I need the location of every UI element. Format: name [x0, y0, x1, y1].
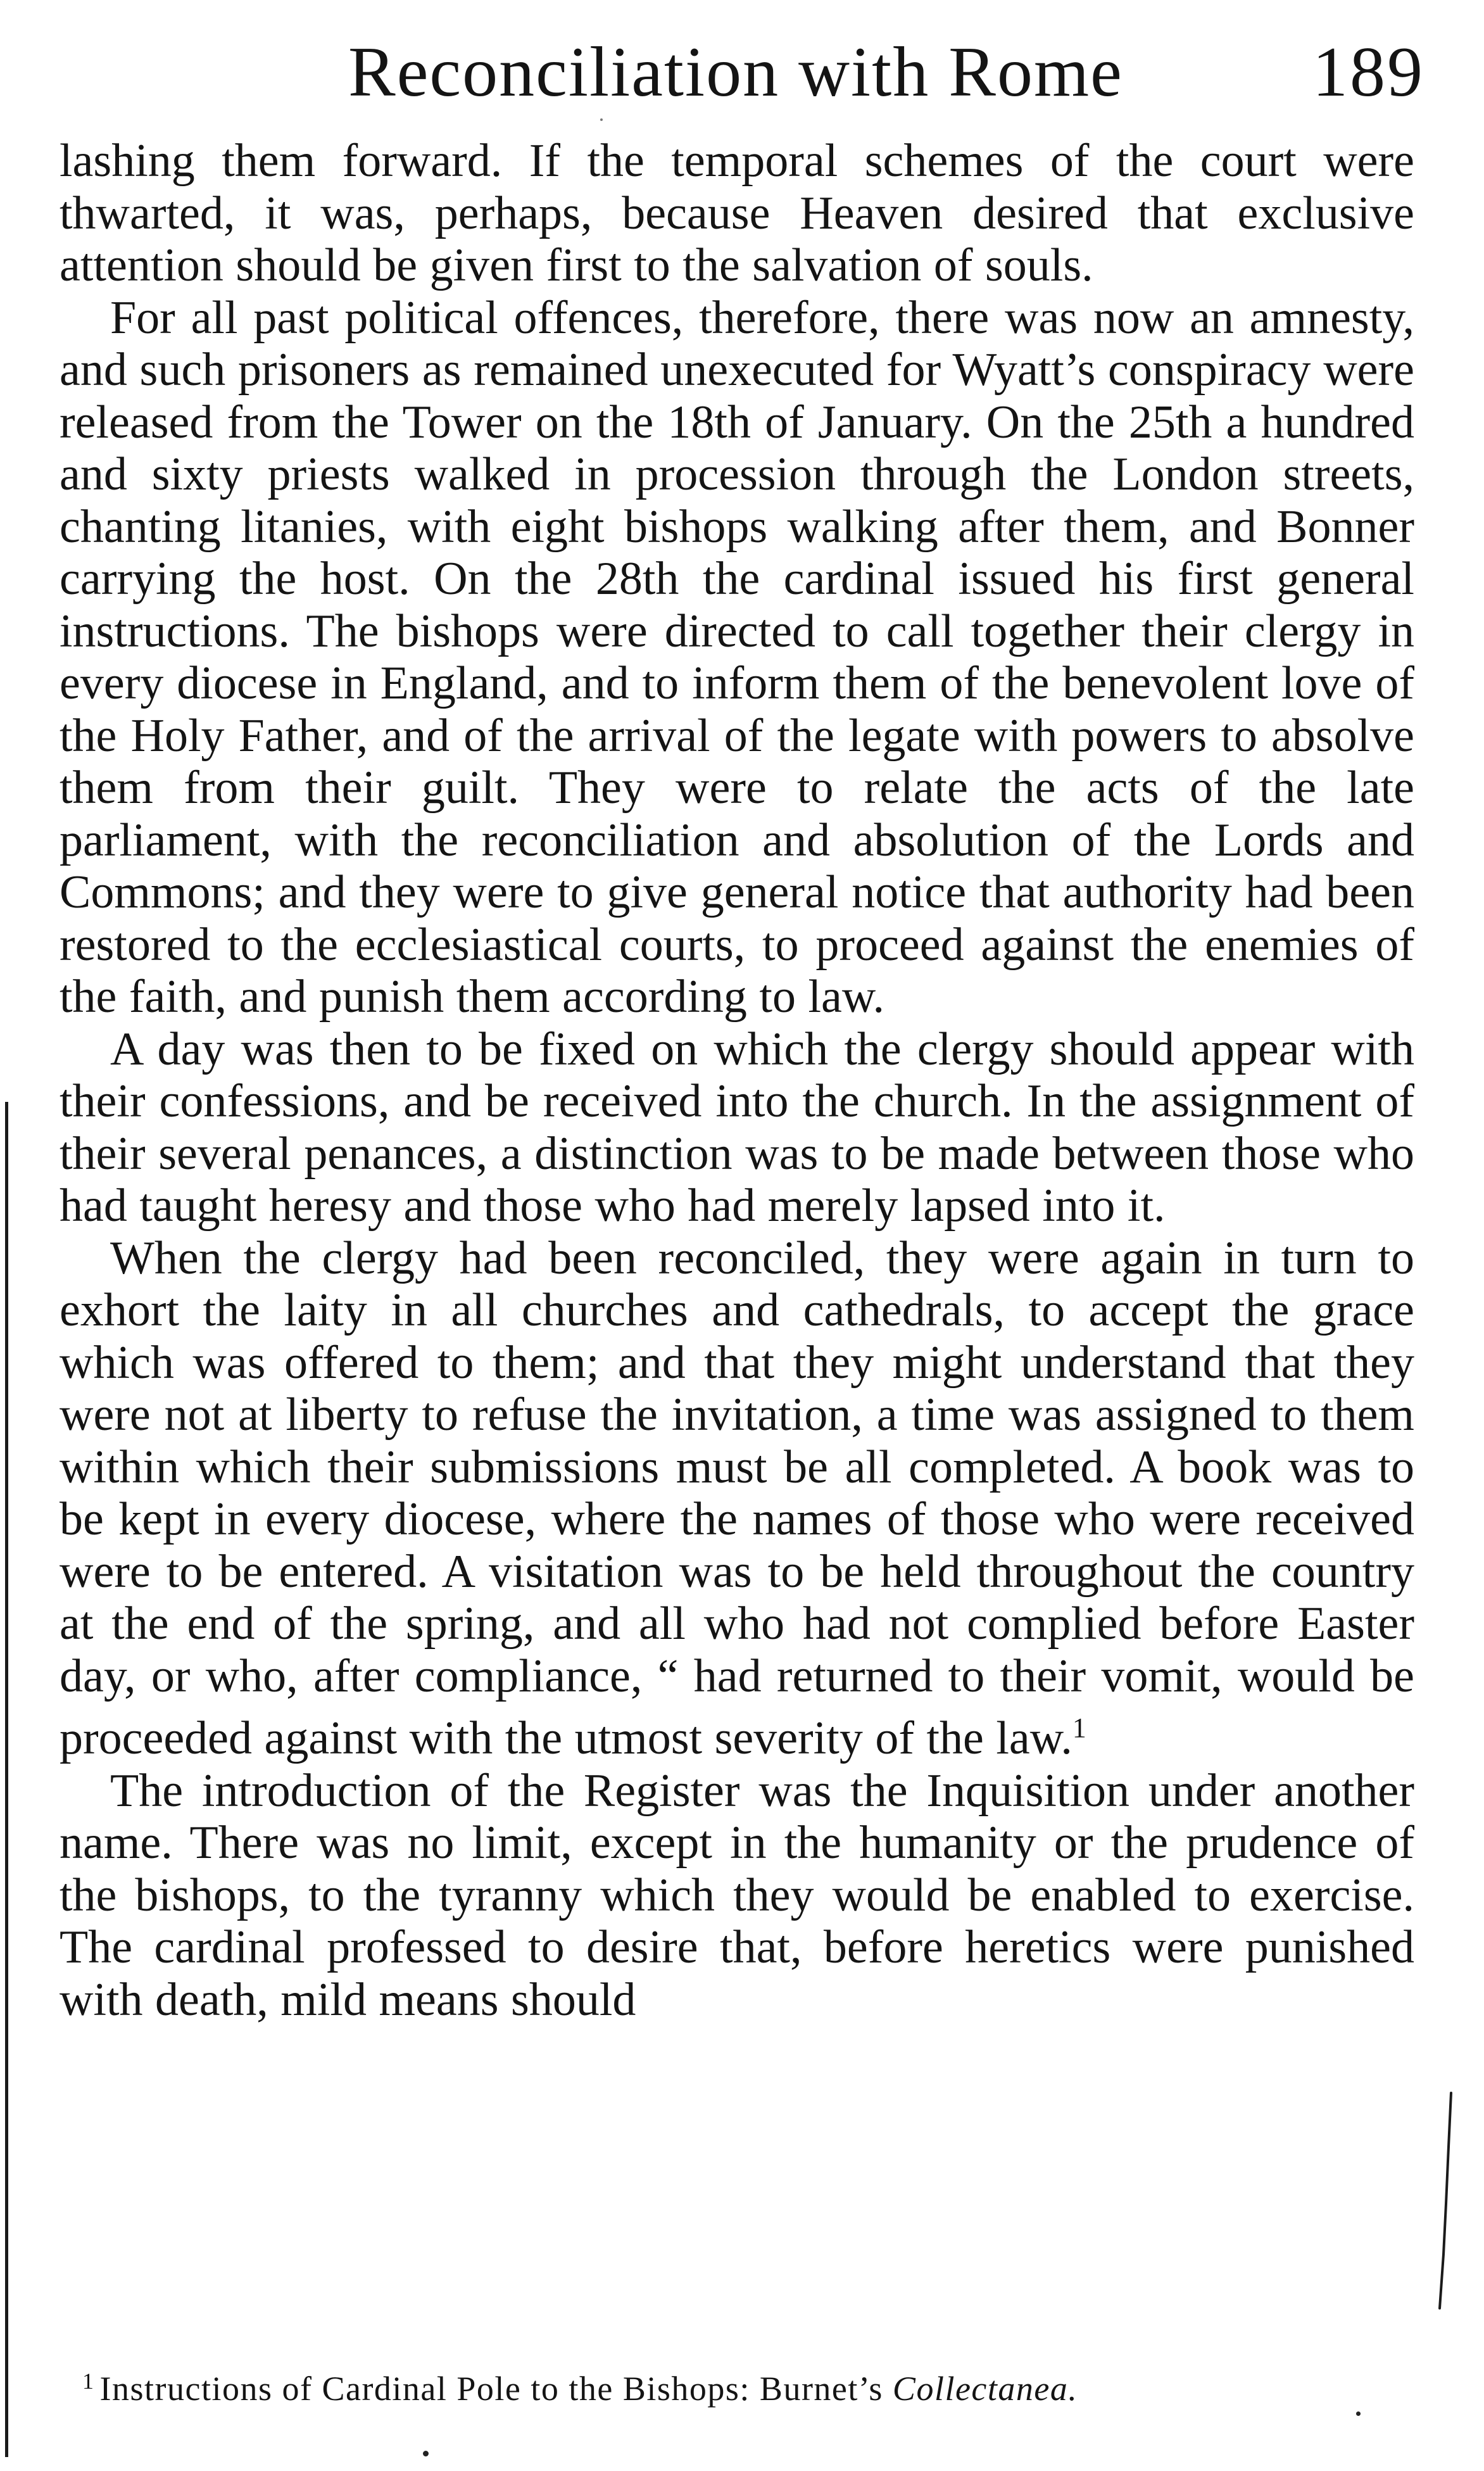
paragraph-3-text: A day was then to be fixed on which the clergy should appear with their confessions, and be received into the church. In the assignment of their several penances, a distinction was to be made between those who had taught heresy and those who had merely lapsed into it.: [60, 1023, 1414, 1232]
ink-speck: [423, 2451, 429, 2456]
footnote-italic-title: Collectanea.: [892, 2370, 1078, 2408]
ink-speck: [600, 118, 603, 121]
right-margin-pencil-mark: [1432, 2090, 1457, 2318]
footnote-text: Instructions of Cardinal Pole to the Bishops: Burnet’s: [99, 2370, 893, 2408]
paragraph-2: [60, 292, 1414, 1023]
ink-speck: [1356, 2411, 1361, 2416]
paragraph-1: [60, 135, 1414, 292]
paragraph-2-text: For all past political offences, therefore, there was now an amnesty, and such prisoners as remained unexecuted for Wyatt’s conspiracy were released from the Tower on the 18th of January. On the 25th a hundred and sixty priests walked in procession through the London streets, chanting litanies, with eight bishops walking after them, and Bonner carrying the host. On the 28th the cardinal issued his first general instructions. The bishops were directed to call together their clergy in every diocese in England, and to inform them of the benevolent love of the Holy Father, and of the arrival of the legate with powers to absolve them from their guilt. They were to relate the acts of the late parliament, with the reconciliation and absolution of the Lords and Commons; and they were to give general notice that authority had been restored to the ecclesiastical courts, to proceed against the enemies of the faith, and punish them according to law.: [60, 291, 1414, 1023]
paragraph-4-text: When the clergy had been reconciled, they were again in turn to exhort the laity in all churches and cathedrals, to accept the grace which was offered to them; and that they might understand that they were not at liberty to refuse the invitation, a time was assigned to them within which their submissions must be all completed. A book was to be kept in every diocese, where the names of those who were received were to be entered. A visitation was to be held throughout the country at the end of the spring, and all who had not complied before Easter day, or who, after compliance, “ had returned to their vomit, would be proceeded against with the utmost severity of the law.: [60, 1232, 1414, 1764]
paragraph-3: [60, 1023, 1414, 1232]
running-header: [57, 25, 1424, 120]
page-number: 189: [1312, 33, 1424, 111]
paragraph-5-text: The introduction of the Register was the Inquisition under another name. There was no limit, except in the humanity or the prudence of the bishops, to the tyranny which they would be enabled to exercise. The cardinal professed to desire that, before heretics were punished with death, mild means should: [60, 1764, 1414, 2026]
pencil-stroke: [1440, 2093, 1451, 2308]
paragraph-1-text: lashing them forward. If the temporal schemes of the court were thwarted, it was, perhaps, because Heaven desired that exclusive attention should be given first to the salvation of souls.: [60, 135, 1414, 291]
paragraph-5: [60, 1765, 1414, 2026]
footnote-marker: 1: [82, 2368, 95, 2394]
body-text: [60, 135, 1414, 2026]
footnote-reference: 1: [1072, 1712, 1086, 1743]
paragraph-4: [60, 1232, 1414, 1765]
footnote: [82, 2359, 1412, 2411]
left-margin-rule: [5, 1102, 8, 2457]
running-title: Reconciliation with Rome: [348, 33, 1123, 111]
